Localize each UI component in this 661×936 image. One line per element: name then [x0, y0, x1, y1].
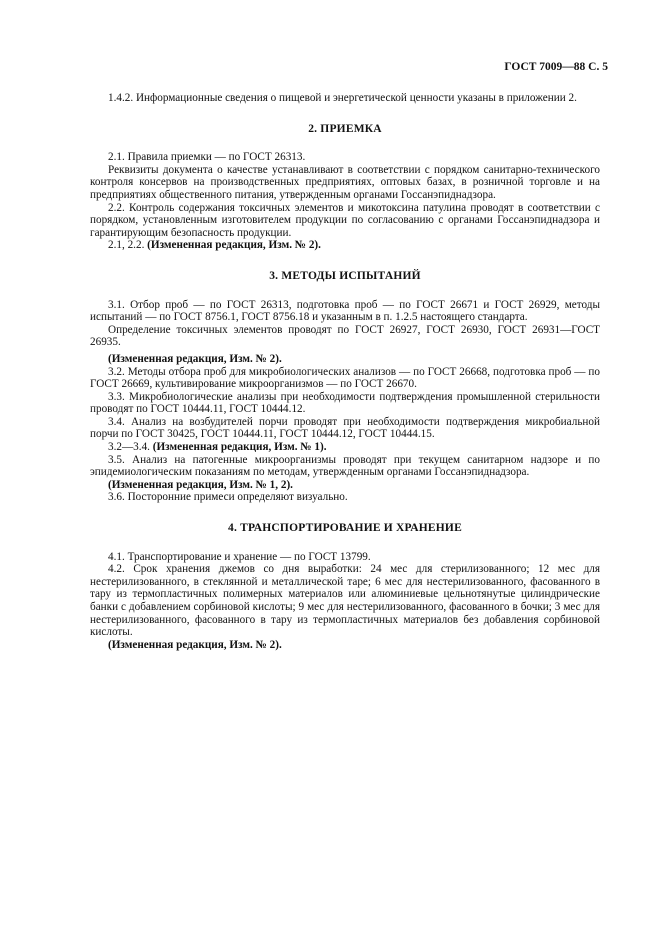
- paragraph-4-2: 4.2. Срок хранения джемов со дня выработки: 24 мес для стерилизованного; 12 мес для нестерилизованного, в стеклянной и металлической таре; 6 мес для нестерилизованного, фасованного в тару из термопластичных полимерных материалов или алюминиевые цельнотянутые цилиндрические банки с добавлением сорбиновой кислоты; 9 мес для нестерилизованного, фасованного в бочки; 3 мес для нестерилизованного, фасованного в тару из термопластичных материалов без добавления сорбиновой кислоты.: [90, 563, 600, 639]
- section-heading-transport-storage: 4. ТРАНСПОРТИРОВАНИЕ И ХРАНЕНИЕ: [228, 522, 462, 535]
- amendment-note-text: (Измененная редакция, Изм. № 2).: [147, 239, 321, 252]
- section-heading-acceptance: 2. ПРИЕМКА: [308, 122, 382, 135]
- paragraph-2-1: 2.1. Правила приемки — по ГОСТ 26313.: [108, 151, 306, 164]
- paragraph-3-3: 3.3. Микробиологические анализы при необходимости подтверждения промышленной стерильности проводят по ГОСТ 10444.11, ГОСТ 10444.12.: [90, 390, 600, 416]
- amendment-note-3-1: (Измененная редакция, Изм. № 2).: [108, 352, 282, 365]
- section-heading-test-methods: 3. МЕТОДЫ ИСПЫТАНИЙ: [269, 269, 421, 282]
- paragraph-1-4-2: 1.4.2. Информационные сведения о пищевой и энергетической ценности указаны в приложении 2.: [108, 92, 577, 104]
- amendment-note-prefix: 3.2—3.4.: [108, 441, 153, 454]
- page-header: ГОСТ 7009—88 С. 5: [504, 61, 608, 73]
- amendment-note-3-2-3-4: [90, 441, 600, 454]
- amendment-note-2-1-2-2: [90, 239, 600, 252]
- paragraph-3-2: 3.2. Методы отбора проб для микробиологических анализов — по ГОСТ 26668, подготовка проб — по ГОСТ 26669, культивирование микроорганизмов — по ГОСТ 26670.: [90, 365, 600, 391]
- paragraph-4-1: 4.1. Транспортирование и хранение — по ГОСТ 13799.: [108, 550, 371, 563]
- amendment-note-4-2: (Измененная редакция, Изм. № 2).: [108, 638, 282, 651]
- amendment-note-3-5: (Измененная редакция, Изм. № 1, 2).: [108, 478, 293, 491]
- paragraph-2-1-details: Реквизиты документа о качестве устанавливают в соответствии с порядком санитарно-технического контроля консервов на производственных предприятиях, оптовых базах, в розничной торговле и на предприятиях общественного питания, утвержденным органами Госсанэпиднадзора.: [90, 163, 600, 201]
- paragraph-3-1-toxic: Определение токсичных элементов проводят по ГОСТ 26927, ГОСТ 26930, ГОСТ 26931—ГОСТ 26935.: [90, 323, 600, 349]
- document-body: [90, 88, 600, 651]
- amendment-note-prefix: 2.1, 2.2.: [108, 239, 148, 252]
- paragraph-3-4: 3.4. Анализ на возбудителей порчи проводят при необходимости подтверждения микробиальной порчи по ГОСТ 30425, ГОСТ 10444.11, ГОСТ 10444.12, ГОСТ 10444.15.: [90, 415, 600, 441]
- paragraph-3-1: 3.1. Отбор проб — по ГОСТ 26313, подготовка проб — по ГОСТ 26671 и ГОСТ 26929, методы испытаний — по ГОСТ 8756.1, ГОСТ 8756.18 и указанным в п. 1.2.5 настоящего стандарта.: [90, 298, 600, 324]
- paragraph-2-2: 2.2. Контроль содержания токсичных элементов и микотоксина патулина проводят в соответствии с порядком, установленным изготовителем продукции по согласованию с органами Госсанэпиднадзора и гарантирующим безопасность продукции.: [90, 201, 600, 239]
- paragraph-3-6: 3.6. Посторонние примеси определяют визуально.: [108, 491, 348, 504]
- amendment-note-text: (Измененная редакция, Изм. № 1).: [152, 441, 327, 454]
- paragraph-3-5: 3.5. Анализ на патогенные микроорганизмы проводят при текущем санитарном надзоре и по эпидемиологическим показаниям по методам, утвержденным органами Госсанэпиднадзора.: [90, 453, 600, 479]
